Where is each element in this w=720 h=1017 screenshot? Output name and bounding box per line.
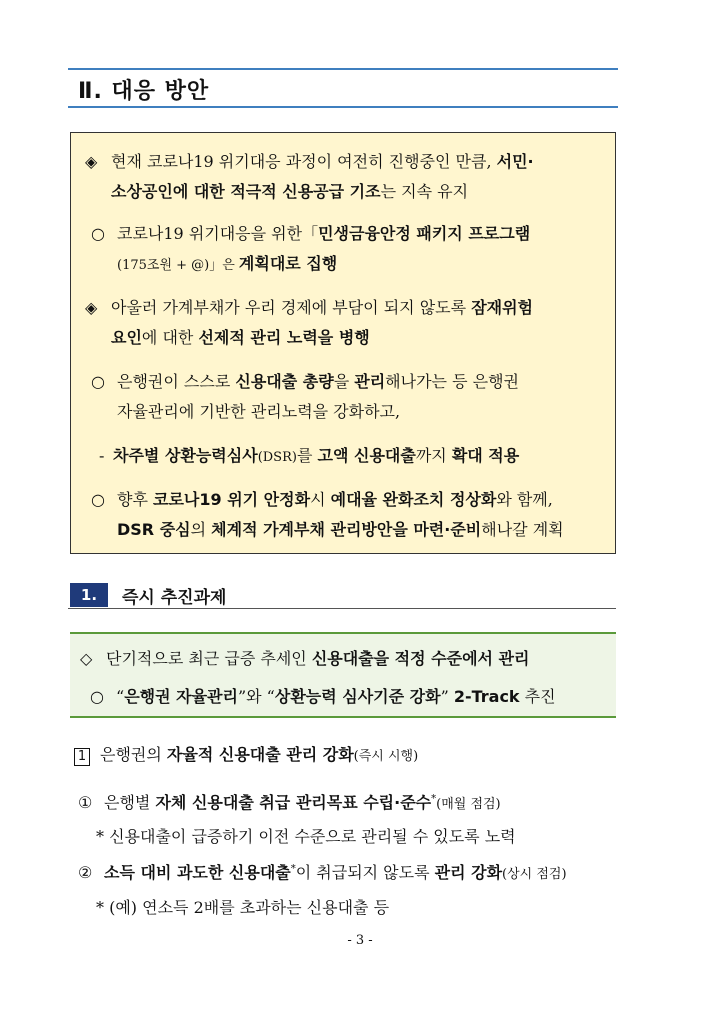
text-bold: 체계적 가계부채 관리방안을 마련·준비: [211, 520, 482, 539]
text: 에 대한: [141, 328, 199, 347]
text-bold: 관리: [354, 372, 386, 391]
text: 해나갈 계획: [481, 520, 564, 539]
section-title: Ⅱ. 대응 방안: [78, 79, 210, 104]
text: 와 함께,: [496, 490, 553, 509]
text: ”와 “: [237, 687, 275, 706]
circle-bullet-icon: ○: [91, 224, 105, 243]
text-bold: 차주별 상환능력심사: [113, 446, 258, 465]
circle-bullet-icon: ○: [90, 687, 104, 706]
text: 은행권의: [100, 745, 167, 764]
text: 현재 코로나19 위기대응 과정이 여전히 진행중인 만큼,: [111, 152, 497, 171]
text-bold: 자체 신용대출 취급 관리목표 수립·준수: [155, 793, 432, 812]
subitem-2: [78, 860, 567, 883]
text-bold: 신용대출을 적정 수준에서 관리: [311, 649, 530, 668]
text: 단기적으로 최근 급증 추세인: [106, 649, 312, 668]
text-bold: 자율적 신용대출 관리 강화: [166, 745, 354, 764]
text-bold: 코로나19 위기 안정화: [153, 490, 311, 509]
dash-bullet-icon: -: [99, 446, 105, 465]
summary-row-6: [111, 325, 370, 348]
summary-row-11: [117, 517, 564, 540]
summary-box: [70, 132, 616, 554]
footnote-mark: *: [290, 863, 296, 875]
summary-row-2: [111, 179, 468, 202]
text: 를: [296, 446, 318, 465]
subitem-2-note: * (예) 연소득 2배를 초과하는 신용대출 등: [96, 898, 390, 917]
circle-bullet-icon: ○: [91, 372, 105, 391]
boxed-number: 1: [74, 748, 90, 766]
summary-row-4: [117, 251, 337, 274]
text-bold: 민생금융안정 패키지 프로그램: [318, 224, 531, 243]
text: 향후: [117, 490, 153, 509]
text: ”: [440, 687, 454, 706]
text-bold: 계획대로 집행: [238, 254, 338, 273]
footnote-mark: *: [431, 793, 437, 805]
text: (DSR): [257, 450, 297, 465]
diamond-bullet-icon: ◈: [85, 298, 98, 317]
heading-top-rule: [68, 68, 618, 70]
summary-row-7: [91, 369, 519, 392]
summary-row-10: [91, 487, 553, 510]
text-bold: 은행권 자율관리: [124, 687, 238, 706]
circle-bullet-icon: ○: [91, 490, 105, 509]
text-bold: 서민·: [496, 152, 534, 171]
green-summary-box: [70, 632, 616, 718]
green-row-1: [80, 646, 529, 669]
green-row-2: [90, 684, 556, 707]
text-bold: 확대 적용: [451, 446, 520, 465]
text: 까지: [415, 446, 452, 465]
text-bold: 소상공인에 대한 적극적 신용공급 기조: [111, 182, 381, 201]
text-bold: 고액 신용대출: [317, 446, 416, 465]
summary-row-5: [85, 295, 533, 318]
text: 이 취급되지 않도록: [295, 863, 435, 882]
summary-row-3: [91, 221, 530, 244]
diamond-bullet-icon: ◈: [85, 152, 98, 171]
summary-row-9: [99, 443, 519, 466]
text: 추진: [519, 687, 556, 706]
text: 자율관리에 기반한 관리노력을 강화하고,: [117, 402, 401, 421]
circled-number: ①: [78, 793, 93, 812]
text-bold: 잠재위험: [471, 298, 534, 317]
text-bold: DSR 중심: [117, 520, 191, 539]
text-bold: 상환능력 심사기준 강화: [274, 687, 441, 706]
text: 해나가는 등 은행권: [385, 372, 519, 391]
circled-number: ②: [78, 863, 93, 882]
subsection-title: 즉시 추진과제: [122, 588, 227, 608]
text-bold: 관리 강화: [434, 863, 503, 882]
text-bold: 2-Track: [453, 687, 520, 706]
page-number: - 3 -: [347, 933, 373, 948]
text: (즉시 시행): [353, 749, 419, 764]
heading-bottom-rule: [68, 106, 618, 108]
text-bold: 선제적 관리 노력을 병행: [198, 328, 370, 347]
text-bold: 소득 대비 과도한 신용대출: [104, 863, 291, 882]
text-bold: 예대율 완화조치 정상화: [330, 490, 497, 509]
text-bold: 신용대출 총량: [235, 372, 334, 391]
text: 은행권이 스스로: [117, 372, 236, 391]
text: 코로나19 위기대응을 위한「: [117, 224, 319, 243]
subsection-rule: [68, 608, 616, 609]
text: 는 지속 유지: [380, 182, 469, 201]
text: 은행별: [104, 793, 156, 812]
text: 시: [310, 490, 331, 509]
text: 을: [333, 372, 355, 391]
text: (매월 점검): [436, 797, 501, 812]
subsection-number: 1.: [70, 583, 108, 607]
section-heading: [68, 68, 618, 108]
text: 의: [190, 520, 212, 539]
subitem-1-note: * 신용대출이 급증하기 이전 수준으로 관리될 수 있도록 노력: [96, 827, 516, 846]
text: 아울러 가계부채가 우리 경제에 부담이 되지 않도록: [111, 298, 472, 317]
item-heading: [74, 742, 418, 766]
subitem-1: [78, 790, 501, 813]
hollow-diamond-bullet-icon: ◇: [80, 649, 93, 668]
text: (175조원 + @)」은: [117, 258, 239, 273]
text: (상시 점검): [502, 867, 567, 882]
text-bold: 요인: [111, 328, 142, 347]
text: “: [116, 687, 125, 706]
summary-row-1: [85, 149, 534, 172]
summary-row-8: [117, 399, 400, 422]
